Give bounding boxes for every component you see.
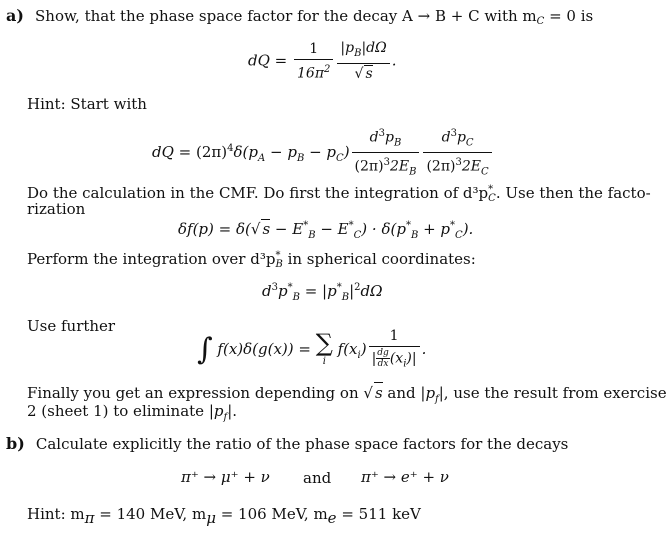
- hint-mu-sub: μ: [206, 509, 216, 527]
- cmf-line-tail: . Use then the facto-: [495, 184, 651, 202]
- finally-text-2: 2 (sheet 1) to eliminate |: [27, 402, 214, 420]
- hint-e-value: = 511 keV: [336, 505, 421, 523]
- perform-line-text: Perform the integration over d³p: [27, 250, 276, 268]
- finally-sub: f: [435, 394, 439, 405]
- finally-line-2: 2 (sheet 1) to eliminate $|p_f|$.: [27, 402, 238, 423]
- hint-prefix: Hint: m: [27, 505, 85, 523]
- part-a-intro: [6, 6, 593, 29]
- finally-text-2-tail: |.: [227, 402, 238, 420]
- equation-delta-composition: ∫ f(x)δ(g(x)) = ∑ i $f(x_i)$ 1 | $\frac{dg}{dx}$ $(x_i)|$ .: [197, 328, 427, 370]
- hint-e-sub: e: [327, 509, 337, 527]
- part-b-task-text: Calculate explicitly the ratio of the phase space factors for the decays: [35, 435, 569, 453]
- part-a-label: a): [6, 6, 24, 25]
- decay-and: and: [303, 469, 332, 487]
- part-b-task: [6, 434, 568, 454]
- perform-line-tail: in spherical coordinates:: [282, 250, 476, 268]
- equation-factorization: δf(p) = δ(√ $s - E^*_B - E^*_C) \cdot \delta(p^*_B + p^*_C)$.: [178, 220, 474, 241]
- decay-pion-electron: π⁺ → e⁺ + ν: [361, 468, 449, 486]
- part-a-intro-tail: = 0 is: [544, 7, 594, 25]
- hint-start: Hint: Start with: [27, 95, 147, 113]
- equation-phase-space-factor: dQ = $\frac{1}{16\pi^2}$ $\frac{|p_B|d\Omega}{√ s}$ .: [248, 40, 397, 82]
- decay-pion-muon: π⁺ → μ⁺ + ν: [181, 468, 270, 486]
- part-b-label: b): [6, 434, 25, 453]
- hint-pi-value: = 140 MeV, m: [94, 505, 207, 523]
- finally-text-1b: and |: [382, 384, 426, 402]
- part-a-intro-text: Show, that the phase space factor for the decay A → B + C with m: [35, 7, 537, 25]
- perform-instruction: Perform the integration over $d^3p^*_B$ in spherical coordinates:: [27, 250, 476, 270]
- equation-dq-delta: dQ = $(2\pi)^4\delta(p_A - p_B - p_C)$ $\frac{d^3p_B}{(2\pi)^32E_B}$ $\frac{d^3p_C}{(2\pi)^32E_C}$: [152, 125, 494, 181]
- cmf-instruction: Do the calculation in the CMF. Do first the integration of $d^3p^*_C$. Use then the facto-: [27, 184, 651, 204]
- finally-line-1: Finally you get an expression depending on √ s and $|p_f|$, use the result from exercise: [27, 384, 667, 405]
- part-b-hint: [27, 504, 421, 528]
- use-further: Use further: [27, 317, 116, 335]
- cmf-line-2: rization: [27, 200, 86, 218]
- hint-pi-sub: π: [84, 509, 95, 527]
- equation-spherical: $d^3p^*_B = |p^*_B|^2d\Omega$: [262, 282, 383, 303]
- finally-text-1a: Finally you get an expression depending on: [27, 384, 364, 402]
- cmf-line-text: Do the calculation in the CMF. Do first the integration of d³p: [27, 184, 489, 202]
- cmf-line-sub: C: [488, 193, 496, 204]
- hint-mu-value: = 106 MeV, m: [215, 505, 328, 523]
- finally-text-1c: |, use the result from exercise: [438, 384, 667, 402]
- part-a-intro-sub: C: [536, 16, 545, 27]
- perform-line-sub: B: [275, 259, 283, 270]
